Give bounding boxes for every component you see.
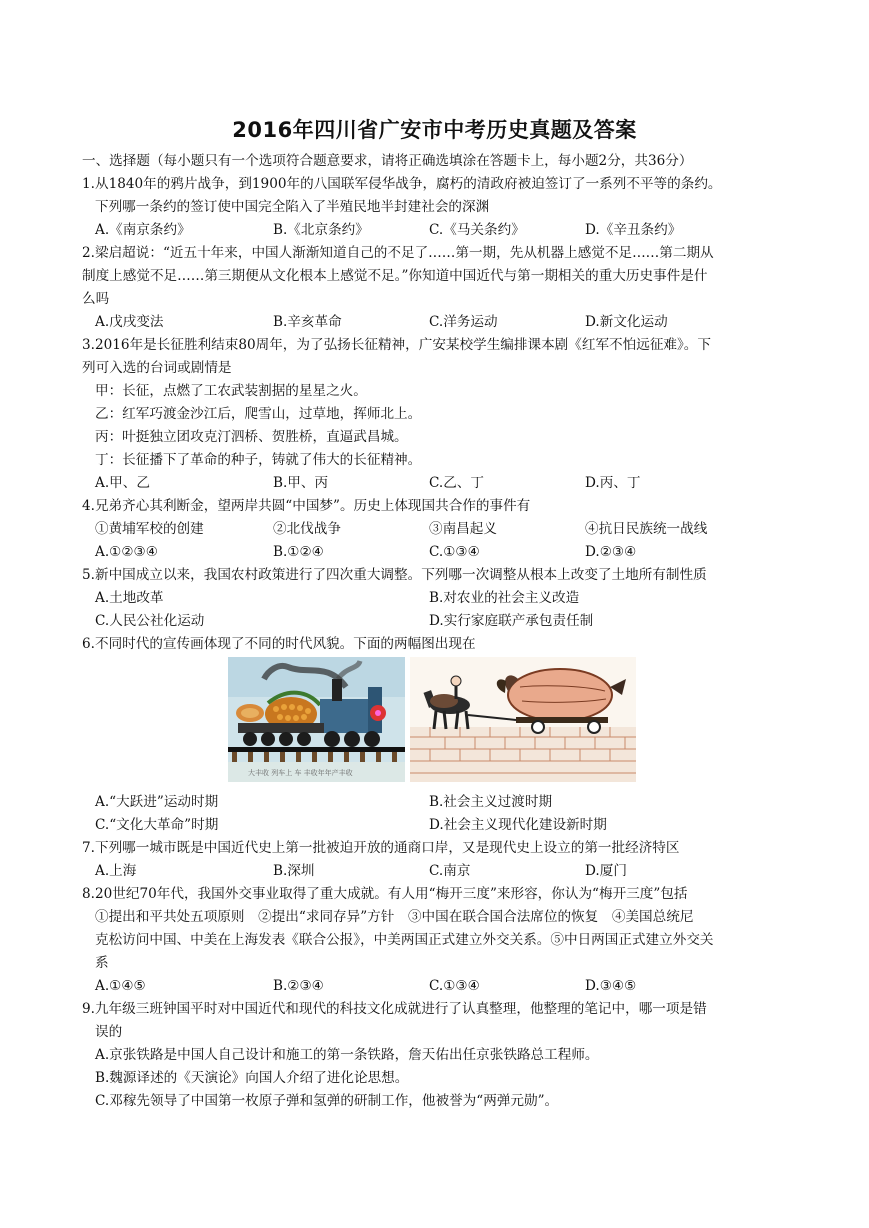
q2-stem-line-2: 制度上感觉不足……第三期便从文化根本上感觉不足。”你知道中国近代与第一期相关的重大历史事件是什 (82, 268, 708, 284)
q6-option-d: D.社会主义现代化建设新时期 (429, 817, 607, 833)
q4-item-4: ④抗日民族统一战线 (585, 521, 708, 537)
q7-stem-line-1: 7.下列哪一城市既是中国近代史上第一批被迫开放的通商口岸，又是现代史上设立的第一批经济特区 (82, 840, 680, 856)
q3-option-b: B.甲、丙 (273, 475, 329, 491)
q4-item-3: ③南昌起义 (429, 521, 497, 537)
q8-option-d: D.③④⑤ (585, 978, 637, 994)
q1-stem-line-1: 1.从1840年的鸦片战争，到1900年的八国联军侵华战争，腐朽的清政府被迫签订了一系列不平等的条约。 (82, 176, 722, 192)
q7-option-b: B.深圳 (273, 863, 315, 879)
q5-option-a: A.土地改革 (95, 590, 164, 606)
q2-stem-line-3: 么吗 (82, 291, 110, 307)
q2-option-d: D.新文化运动 (585, 314, 668, 330)
q1-stem-line-2: 下列哪一条约的签订使中国完全陷入了半殖民地半封建社会的深渊 (95, 199, 490, 215)
section-header: 一、选择题（每小题只有一个选项符合题意要求，请将正确选填涂在答题卡上，每小题2分，共36分） (82, 153, 693, 169)
q3-stem-line-1: 3.2016年是长征胜利结束80周年，为了弘扬长征精神，广安某校学生编排课本剧《红军不怕远征难》。下 (82, 337, 711, 353)
q4-option-a: A.①②③④ (95, 544, 158, 560)
q9-option-c: C.邓稼先领导了中国第一枚原子弹和氢弹的研制工作，他被誉为“两弹元勋”。 (95, 1093, 559, 1109)
q4-item-2: ②北伐战争 (273, 521, 341, 537)
poster-cart-image (410, 657, 636, 782)
q8-option-a: A.①④⑤ (95, 978, 146, 994)
q8-option-b: B.②③④ (273, 978, 324, 994)
q1-option-d: D.《辛丑条约》 (585, 222, 682, 238)
q5-stem-line-1: 5.新中国成立以来，我国农村政策进行了四次重大调整。下列哪一次调整从根本上改变了土地所有制性质 (82, 567, 707, 583)
q3-item-jia: 甲：长征，点燃了工农武装割据的星星之火。 (95, 383, 367, 399)
q3-item-bing: 丙：叶挺独立团攻克汀泗桥、贺胜桥，直逼武昌城。 (95, 429, 408, 445)
q8-stem-line-1: 8.20世纪70年代，我国外交事业取得了重大成就。有人用“梅开三度”来形容，你认为“梅开三度”包括 (82, 886, 688, 902)
q6-option-b: B.社会主义过渡时期 (429, 794, 553, 810)
q1-option-b: B.《北京条约》 (273, 222, 369, 238)
q9-stem-line-1: 9.九年级三班钟国平时对中国近代和现代的科技文化成就进行了认真整理，他整理的笔记中，哪一项是错 (82, 1001, 707, 1017)
q4-option-d: D.②③④ (585, 544, 637, 560)
q8-stem-line-4: 系 (95, 955, 109, 971)
q4-item-1: ①黄埔军校的创建 (95, 521, 204, 537)
q3-item-ding: 丁：长征播下了革命的种子，铸就了伟大的长征精神。 (95, 452, 422, 468)
q4-stem-line-1: 4.兄弟齐心其利断金，望两岸共圆“中国梦”。历史上体现国共合作的事件有 (82, 498, 531, 514)
q6-option-c: C.“文化大革命”时期 (95, 817, 219, 833)
q3-option-a: A.甲、乙 (95, 475, 150, 491)
q7-option-c: C.南京 (429, 863, 471, 879)
q2-option-a: A.戊戌变法 (95, 314, 164, 330)
poster-train-caption: 大丰收 列车上 车 丰收年年产丰收 (248, 769, 353, 777)
q5-option-c: C.人民公社化运动 (95, 613, 205, 629)
page-title: 2016年四川省广安市中考历史真题及答案 (232, 118, 637, 142)
q3-stem-line-2: 列可入选的台词或剧情是 (82, 360, 232, 376)
q4-option-c: C.①③④ (429, 544, 480, 560)
q7-option-d: D.厦门 (585, 863, 627, 879)
q9-option-b: B.魏源译述的《天演论》向国人介绍了进化论思想。 (95, 1070, 409, 1086)
q8-stem-line-2: ①提出和平共处五项原则 ②提出“求同存异”方针 ③中国在联合国合法席位的恢复 ④美国总统尼 (95, 909, 694, 925)
q3-item-yi: 乙：红军巧渡金沙江后，爬雪山，过草地，挥师北上。 (95, 406, 422, 422)
q8-stem-line-3: 克松访问中国、中美在上海发表《联合公报》，中美两国正式建立外交关系。⑤中日两国正式建立外交关 (95, 932, 714, 948)
q5-option-b: B.对农业的社会主义改造 (429, 590, 580, 606)
q9-option-a: A.京张铁路是中国人自己设计和施工的第一条铁路，詹天佑出任京张铁路总工程师。 (95, 1047, 599, 1063)
poster-train-image (228, 657, 405, 782)
q4-option-b: B.①②④ (273, 544, 324, 560)
q3-option-c: C.乙、丁 (429, 475, 485, 491)
q5-option-d: D.实行家庭联产承包责任制 (429, 613, 594, 629)
q2-stem-line-1: 2.梁启超说：“近五十年来，中国人渐渐知道自己的不足了……第一期，先从机器上感觉不足……第二期从 (82, 245, 714, 261)
q2-option-b: B.辛亥革命 (273, 314, 342, 330)
q6-option-a: A.“大跃进”运动时期 (95, 794, 219, 810)
q2-option-c: C.洋务运动 (429, 314, 498, 330)
q9-stem-line-2: 误的 (95, 1024, 123, 1040)
q1-option-c: C.《马关条约》 (429, 222, 525, 238)
q7-option-a: A.上海 (95, 863, 137, 879)
q6-stem-line-1: 6.不同时代的宣传画体现了不同的时代风貌。下面的两幅图出现在 (82, 636, 476, 652)
q8-option-c: C.①③④ (429, 978, 480, 994)
q3-option-d: D.丙、丁 (585, 475, 641, 491)
q1-option-a: A.《南京条约》 (95, 222, 191, 238)
